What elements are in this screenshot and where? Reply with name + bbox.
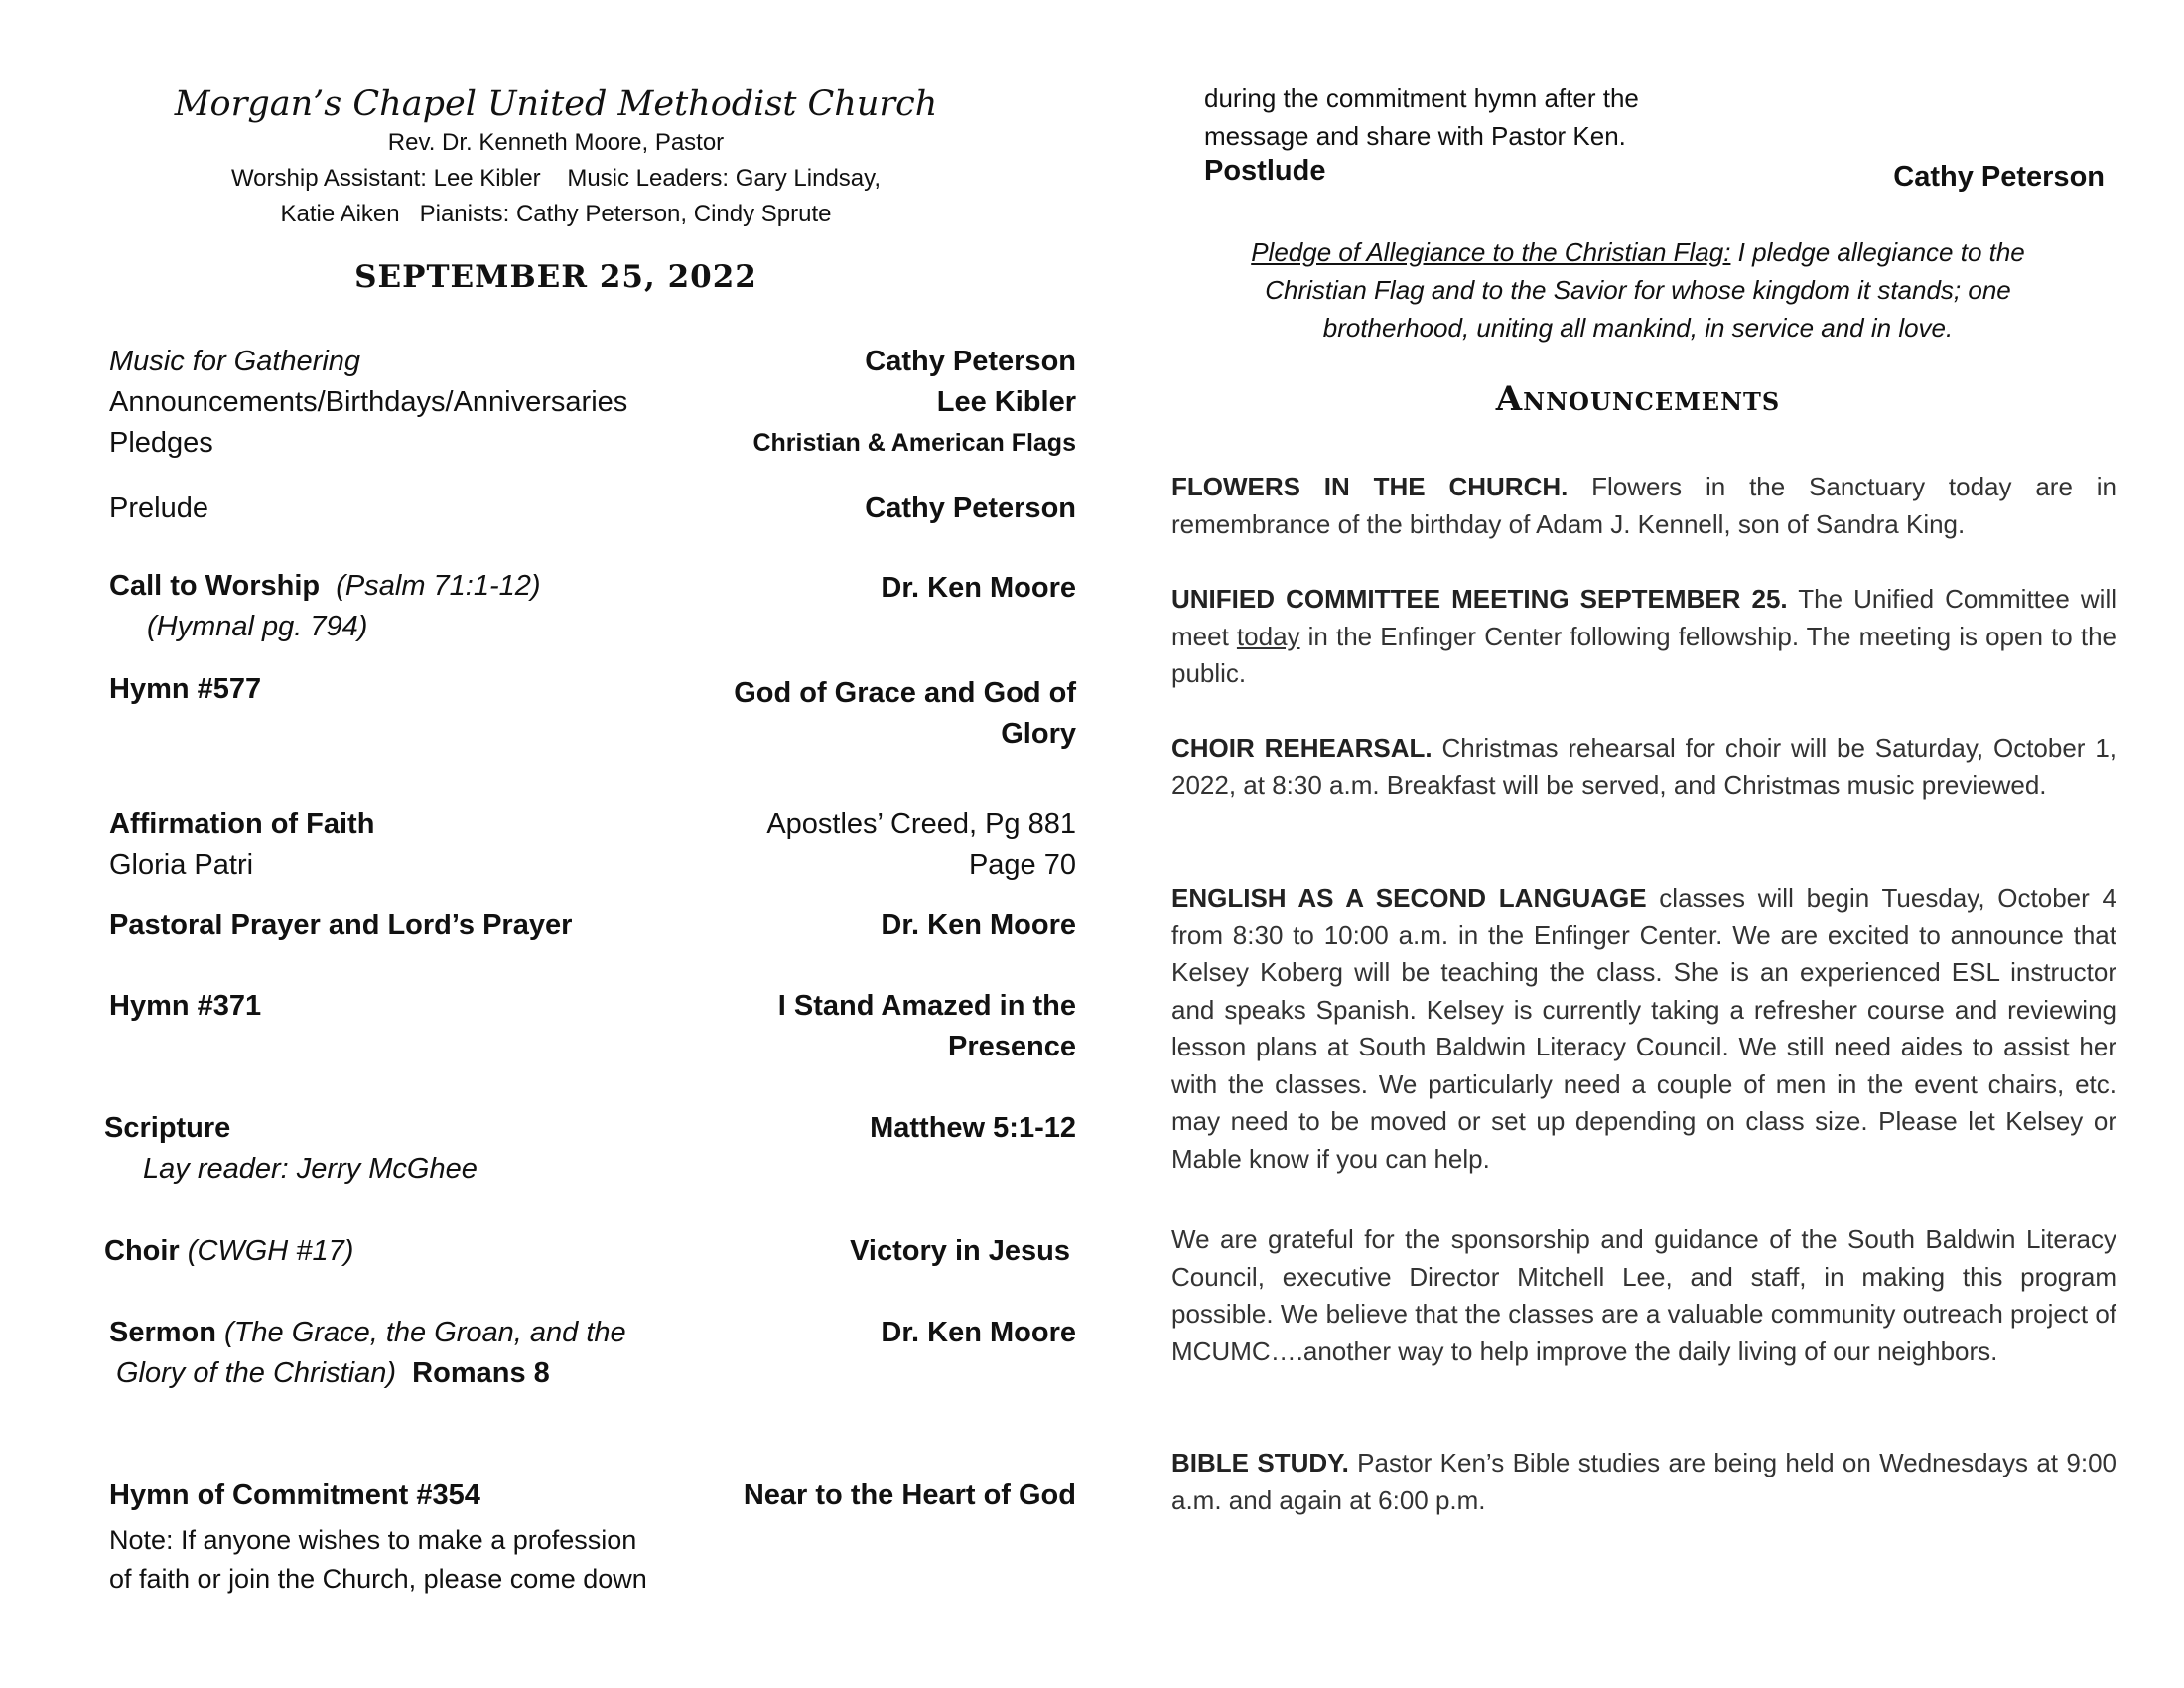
sermon-scripture: Romans 8 <box>412 1357 550 1389</box>
call-to-worship-label: Call to Worship <box>109 570 321 602</box>
committee-text-b: in the Enfinger Center following fellowship. The meeting is open to the public. <box>1171 621 2116 688</box>
pledges-leader: Christian & American Flags <box>752 429 1076 457</box>
announcement-flowers <box>1171 469 2116 543</box>
choir-row <box>104 1231 353 1272</box>
staff-line-1: Worship Assistant: Lee Kibler Music Leaders: Gary Lindsay, <box>230 165 882 192</box>
announcement-esl <box>1171 880 2116 1178</box>
pledge-text-3: brotherhood, uniting all mankind, in service and in love. <box>1322 313 1954 343</box>
pledge-title: Pledge of Allegiance to the Christian Flag: <box>1251 237 1731 267</box>
affirmation-label: Affirmation of Faith <box>109 808 375 840</box>
sermon-title-1: (The Grace, the Groan, and the <box>224 1317 626 1348</box>
pledge-text-1: I pledge allegiance to the <box>1730 237 2025 267</box>
esl-text: classes will begin Tuesday, October 4 from 8:30 to 10:00 a.m. in the Enfinger Center. We are excited to announce that Kelsey Koberg will be teaching the class. She is an experienced ESL instructor and speaks Spanish. Kelsey is currently taking a refresher course and reviewing lesson plans at South Baldwin Literacy Council. We still need aides to assist her with the classes. We particularly need a couple of men in the event chairs, etc. may need to be moved or set up depending on class size. Please let Kelsey or Mable know if you can help. <box>1171 883 2116 1174</box>
pledge-text-2: Christian Flag and to the Savior for whose kingdom it stands; one <box>1265 275 2011 305</box>
affirmation-ref: Apostles’ Creed, Pg 881 <box>766 808 1076 840</box>
hymn-371-title-2: Presence <box>948 1031 1076 1062</box>
committee-underlined: today <box>1236 621 1300 651</box>
prelude-label: Prelude <box>109 492 208 524</box>
hymn-commitment-label: Hymn of Commitment #354 <box>109 1479 480 1511</box>
pastoral-prayer-leader: Dr. Ken Moore <box>881 910 1076 941</box>
christian-flag-pledge <box>1211 233 2065 347</box>
call-to-worship-row <box>109 566 541 607</box>
bible-lead: BIBLE STUDY. <box>1171 1448 1349 1477</box>
sermon-title-2: Glory of the Christian) <box>116 1357 397 1389</box>
music-gathering-label: Music for Gathering <box>109 346 361 377</box>
music-gathering-leader: Cathy Peterson <box>865 346 1076 377</box>
call-to-worship-ref: (Psalm 71:1-12) <box>336 570 541 602</box>
announcements-leader: Lee Kibler <box>936 386 1076 418</box>
call-to-worship-leader: Dr. Ken Moore <box>881 572 1076 604</box>
prelude-leader: Cathy Peterson <box>865 492 1076 524</box>
commitment-note-4: message and share with Pastor Ken. <box>1204 121 1626 151</box>
flowers-lead: FLOWERS IN THE CHURCH. <box>1171 472 1569 501</box>
hymn-commitment-title: Near to the Heart of God <box>743 1479 1076 1511</box>
choir-label: Choir <box>104 1235 180 1267</box>
announcement-choir <box>1171 730 2116 804</box>
scripture-label: Scripture <box>104 1112 231 1144</box>
gloria-patri-ref: Page 70 <box>968 849 1076 881</box>
commitment-note-2: of faith or join the Church, please come down <box>109 1564 647 1594</box>
choir-title: Victory in Jesus <box>850 1235 1070 1267</box>
commitment-note-3: during the commitment hymn after the <box>1204 83 1639 113</box>
sermon-row-2 <box>116 1353 550 1394</box>
sermon-row-1 <box>109 1313 626 1353</box>
hymn-577-label: Hymn #577 <box>109 673 262 705</box>
scripture-ref: Matthew 5:1-12 <box>870 1112 1076 1144</box>
postlude-leader: Cathy Peterson <box>1893 161 2105 193</box>
hymn-577-title-2: Glory <box>1001 718 1076 750</box>
gloria-patri-label: Gloria Patri <box>109 849 254 881</box>
hymn-371-title-1: I Stand Amazed in the <box>777 990 1076 1022</box>
choir-rehearsal-text: Christmas rehearsal for choir will be Saturday, October 1, 2022, at 8:30 a.m. Breakfast will be served, and Christmas music previewed. <box>1171 733 2117 800</box>
call-to-worship-hymnal: (Hymnal pg. 794) <box>147 611 368 642</box>
announcements-heading: Announcements <box>1495 379 1781 419</box>
announcements-label: Announcements/Birthdays/Anniversaries <box>109 386 628 418</box>
scripture-reader: Lay reader: Jerry McGhee <box>143 1153 478 1185</box>
hymn-371-label: Hymn #371 <box>109 990 262 1022</box>
bible-text: Pastor Ken’s Bible studies are being held on Wednesdays at 9:00 a.m. and again at 6:00 p.m. <box>1171 1448 2116 1515</box>
flowers-text: Flowers in the Sanctuary today are in remembrance of the birthday of Adam J. Kennell, son of Sandra King. <box>1171 472 2116 539</box>
commitment-note-1: Note: If anyone wishes to make a profession <box>109 1525 637 1555</box>
pastoral-prayer-label: Pastoral Prayer and Lord’s Prayer <box>109 910 573 941</box>
pledges-label: Pledges <box>109 427 213 459</box>
announcement-committee <box>1171 581 2116 693</box>
announcement-grateful: We are grateful for the sponsorship and guidance of the South Baldwin Literacy Council, executive Director Mitchell Lee, and staff, in making this program possible. We believe that the classes are a valuable community outreach project of MCUMC….another way to help improve the daily living of our neighbors. <box>1171 1224 2116 1366</box>
choir-ref: (CWGH #17) <box>187 1235 354 1267</box>
service-date: SEPTEMBER 25, 2022 <box>354 259 757 295</box>
postlude-label: Postlude <box>1204 155 1326 187</box>
staff-line-2: Katie Aiken Pianists: Cathy Peterson, Cindy Sprute <box>280 201 832 227</box>
church-name: Morgan’s Chapel United Methodist Church <box>174 84 938 124</box>
hymn-577-title-1: God of Grace and God of <box>734 677 1076 709</box>
sermon-leader: Dr. Ken Moore <box>881 1317 1076 1348</box>
choir-rehearsal-lead: CHOIR REHEARSAL. <box>1171 733 1433 763</box>
committee-text-a: The Unified Committee will meet <box>1171 584 2116 651</box>
pastor-line: Rev. Dr. Kenneth Moore, Pastor <box>387 129 725 156</box>
committee-lead: UNIFIED COMMITTEE MEETING SEPTEMBER 25. <box>1171 584 1788 614</box>
announcement-bible-study <box>1171 1445 2116 1519</box>
esl-lead: ENGLISH AS A SECOND LANGUAGE <box>1171 883 1647 913</box>
sermon-label: Sermon <box>109 1317 216 1348</box>
